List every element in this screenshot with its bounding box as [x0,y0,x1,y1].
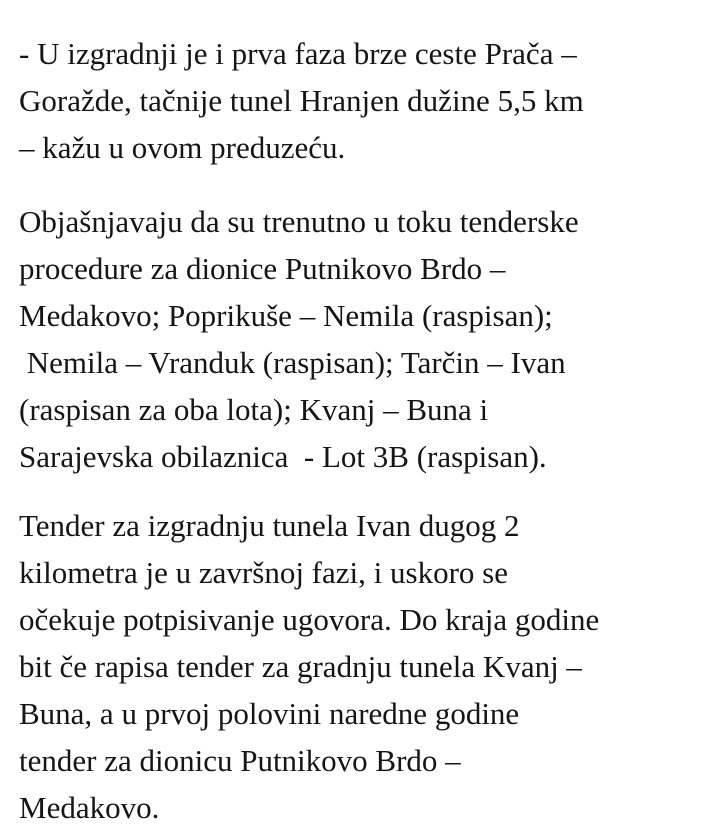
paragraph-1 [19,30,584,171]
text-line: kilometra je u završnoj fazi, i uskoro se [19,555,508,590]
text-line: (raspisan za oba lota); Kvanj – Buna i [19,392,489,427]
text-line: tender za dionicu Putnikovo Brdo – [19,743,461,778]
text-line: – kažu u ovom preduzeću. [19,130,346,165]
text-line: - U izgradnji je i prva faza brze ceste Prača – [19,36,577,71]
text-line: bit če rapisa tender za gradnju tunela Kvanj – [19,649,582,684]
text-line: Sarajevska obilaznica - Lot 3B (raspisan). [19,439,547,474]
text-line: Nemila – Vranduk (raspisan); Tarčin – Ivan [19,345,566,380]
text-line: Medakovo. [19,790,160,825]
text-line: očekuje potpisivanje ugovora. Do kraja godine [19,602,600,637]
text-line: Medakovo; Poprikuše – Nemila (raspisan); [19,298,553,333]
text-line: procedure za dionice Putnikovo Brdo – [19,251,506,286]
text-line: Objašnjavaju da su trenutno u toku tenderske [19,204,579,239]
text-line: Goražde, tačnije tunel Hranjen dužine 5,5 km [19,83,584,118]
paragraph-2 [19,198,579,480]
text-line: Tender za izgradnju tunela Ivan dugog 2 [19,508,520,543]
paragraph-3 [19,502,599,831]
text-line: Buna, a u prvoj polovini naredne godine [19,696,520,731]
